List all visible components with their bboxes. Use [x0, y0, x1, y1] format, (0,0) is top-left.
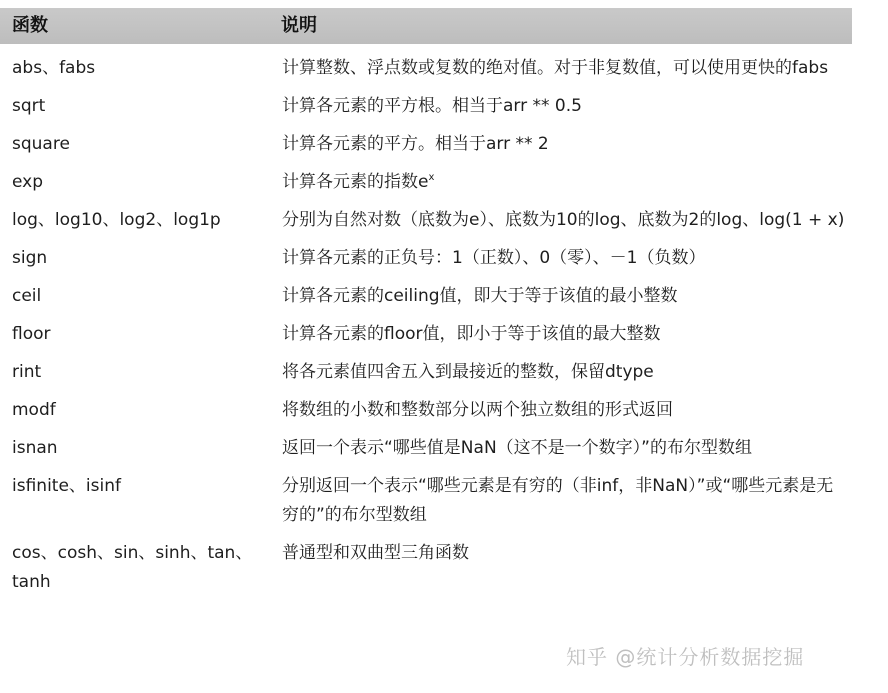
- function-description: 分别返回一个表示“哪些元素是有穷的（非inf，非NaN）”或“哪些元素是无穷的”的布尔型数组: [282, 476, 834, 525]
- function-description: 将数组的小数和整数部分以两个独立数组的形式返回: [282, 400, 673, 420]
- table-row: [0, 396, 870, 425]
- function-description: 返回一个表示“哪些值是NaN（这不是一个数字）”的布尔型数组: [282, 438, 752, 458]
- function-description: 计算各元素的正负号：1（正数）、0（零）、－1（负数）: [282, 248, 706, 268]
- table-row: [0, 320, 870, 349]
- table-row: [0, 539, 870, 597]
- table-row: [0, 206, 870, 235]
- function-table: [0, 54, 870, 606]
- table-row: [0, 92, 870, 121]
- table-header: [0, 8, 852, 44]
- watermark: 知乎 @统计分析数据挖掘: [566, 645, 805, 669]
- function-name: exp: [12, 172, 44, 192]
- table-row: [0, 130, 870, 159]
- function-name: floor: [12, 324, 51, 344]
- table-row: [0, 244, 870, 273]
- function-description: 分别为自然对数（底数为e）、底数为10的log、底数为2的log、log(1 + x): [282, 210, 845, 230]
- function-name: log、log10、log2、log1p: [12, 210, 221, 230]
- function-description: 计算整数、浮点数或复数的绝对值。对于非复数值，可以使用更快的fabs: [282, 58, 829, 78]
- function-name: abs、fabs: [12, 58, 96, 78]
- function-name: square: [12, 134, 70, 154]
- function-name: isnan: [12, 438, 58, 458]
- function-description: 计算各元素的平方根。相当于arr ** 0.5: [282, 96, 582, 116]
- function-description: 普通型和双曲型三角函数: [282, 543, 469, 563]
- table-row: [0, 168, 870, 197]
- function-name: sign: [12, 248, 48, 268]
- function-description: 计算各元素的平方。相当于arr ** 2: [282, 134, 549, 154]
- function-name: modf: [12, 400, 56, 420]
- table-row: [0, 54, 870, 83]
- function-description: [280, 168, 847, 197]
- description-text: 计算各元素的指数e: [282, 172, 429, 192]
- exponent-superscript: x: [428, 172, 435, 183]
- function-description: 计算各元素的floor值，即小于等于该值的最大整数: [282, 324, 661, 344]
- function-name: sqrt: [12, 96, 46, 116]
- function-name: ceil: [12, 286, 42, 306]
- function-name: cos、cosh、sin、sinh、tan、tanh: [12, 543, 253, 592]
- table-row: [0, 358, 870, 387]
- header-function: 函数: [12, 15, 48, 36]
- table-row: [0, 472, 870, 530]
- function-name: rint: [12, 362, 42, 382]
- function-description: 计算各元素的ceiling值，即大于等于该值的最小整数: [282, 286, 678, 306]
- table-row: [0, 282, 870, 311]
- function-name: isfinite、isinf: [12, 476, 121, 496]
- table-row: [0, 434, 870, 463]
- header-description: 说明: [281, 15, 317, 36]
- function-description: 将各元素值四舍五入到最接近的整数，保留dtype: [282, 362, 654, 382]
